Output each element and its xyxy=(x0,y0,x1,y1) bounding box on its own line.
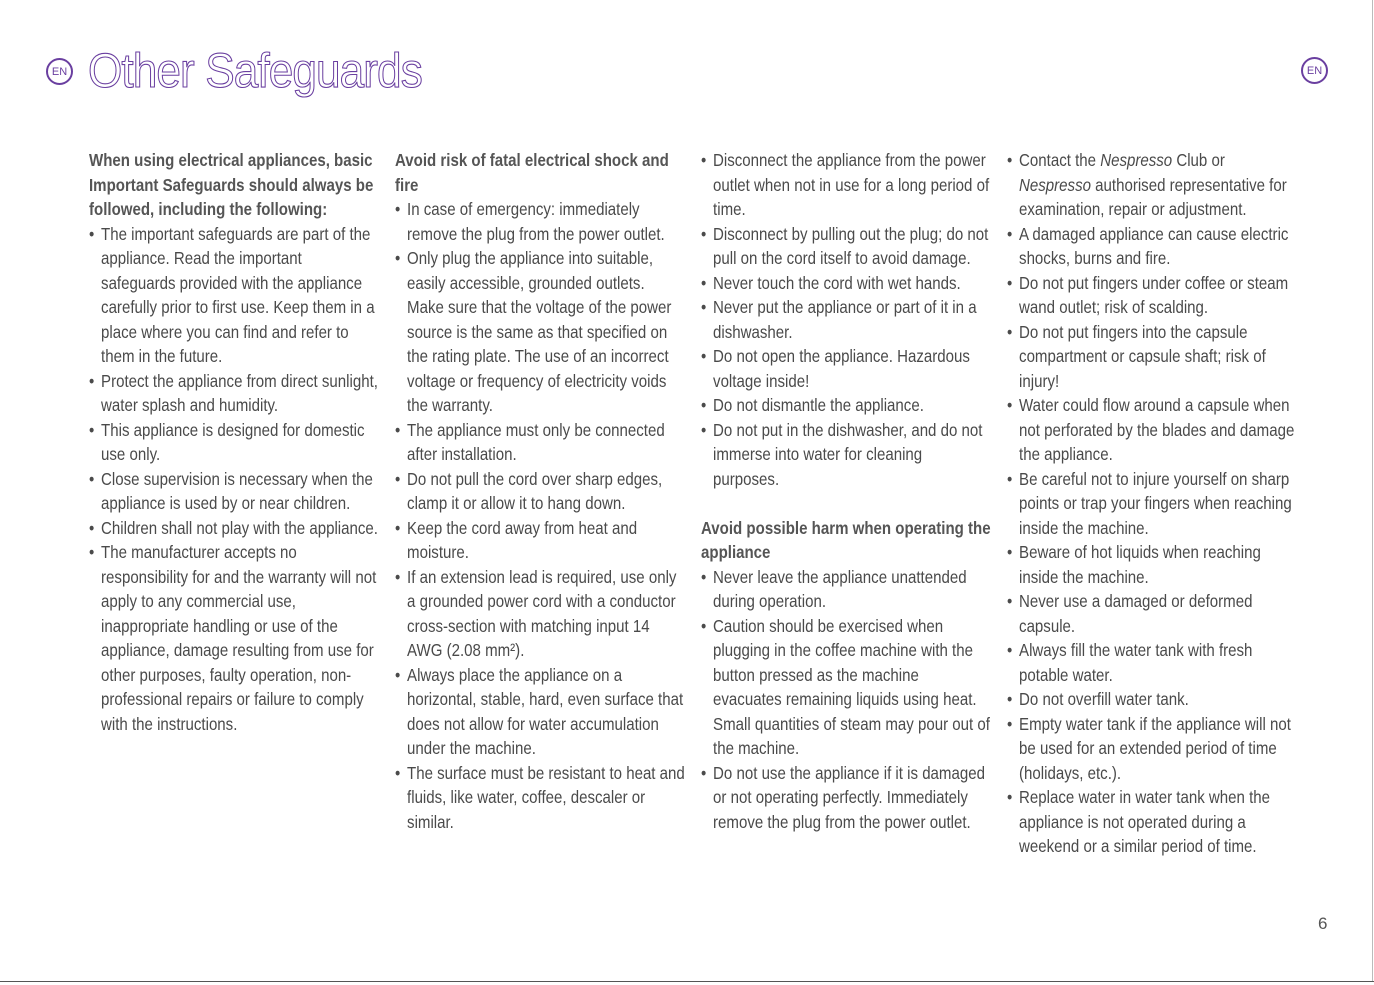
list-item: • Do not put in the dishwasher, and do not immerse into water for cleaning purposes. xyxy=(701,418,991,492)
list-item: • Beware of hot liquids when reaching inside the machine. xyxy=(1007,540,1297,589)
section-heading: When using electrical appliances, basic Important Safeguards should always be followed, including the following: xyxy=(89,150,374,219)
section-heading: Avoid risk of fatal electrical shock and fire xyxy=(395,150,669,195)
list-item: • Only plug the appliance into suitable, easily accessible, grounded outlets. Make sure that the voltage of the power source is the same as that specified on the rating plate. The use of an incorrect voltage or frequency of electricity voids the warranty. xyxy=(395,246,685,418)
list-item: • Children shall not play with the appliance. xyxy=(89,516,379,541)
list-item: • Do not open the appliance. Hazardous voltage inside! xyxy=(701,344,991,393)
list-item: • Do not put fingers into the capsule compartment or capsule shaft; risk of injury! xyxy=(1007,320,1297,394)
list-item: • Caution should be exercised when plugging in the coffee machine with the button pressed as the machine evacuates remaining liquids using heat. Small quantities of steam may pour out of the machine. xyxy=(701,614,991,761)
list-item: • Never touch the cord with wet hands. xyxy=(701,271,991,296)
list-item: • This appliance is designed for domestic use only. xyxy=(89,418,379,467)
list-item: • Contact the Nespresso Club or Nespresso authorised representative for examination, repair or adjustment. xyxy=(1007,148,1297,222)
list-item: • Empty water tank if the appliance will not be used for an extended period of time (holidays, etc.). xyxy=(1007,712,1297,786)
list-item: • Do not overfill water tank. xyxy=(1007,687,1297,712)
list-item: • Protect the appliance from direct sunlight, water splash and humidity. xyxy=(89,369,379,418)
list-item: • Do not dismantle the appliance. xyxy=(701,393,991,418)
safeguard-list xyxy=(701,148,991,491)
column-1 xyxy=(89,148,378,736)
list-item: • Disconnect by pulling out the plug; do not pull on the cord itself to avoid damage. xyxy=(701,222,991,271)
section-gap xyxy=(701,491,991,516)
list-item: • Do not put fingers under coffee or steam wand outlet; risk of scalding. xyxy=(1007,271,1297,320)
page-number: 6 xyxy=(1318,914,1328,933)
safeguard-list xyxy=(395,197,685,834)
list-item: • Water could flow around a capsule when not perforated by the blades and damage the appliance. xyxy=(1007,393,1297,467)
page-edge xyxy=(1372,0,1373,982)
list-item: • Always fill the water tank with fresh potable water. xyxy=(1007,638,1297,687)
list-item: • The appliance must only be connected after installation. xyxy=(395,418,685,467)
list-item: • Do not pull the cord over sharp edges, clamp it or allow it to hang down. xyxy=(395,467,685,516)
list-item: • Never put the appliance or part of it in a dishwasher. xyxy=(701,295,991,344)
list-item: • If an extension lead is required, use only a grounded power cord with a conductor cross-section with matching input 14 AWG (2.08 mm²). xyxy=(395,565,685,663)
safeguard-list xyxy=(1007,148,1297,859)
list-item: • Replace water in water tank when the appliance is not operated during a weekend or a similar period of time. xyxy=(1007,785,1297,859)
safeguard-list xyxy=(701,565,991,835)
language-badge-right: EN xyxy=(1301,57,1328,84)
column-3 xyxy=(701,148,991,834)
section-heading: Avoid possible harm when operating the appliance xyxy=(701,517,991,562)
bottom-rule xyxy=(0,981,1374,982)
list-item: • The surface must be resistant to heat and fluids, like water, coffee, descaler or similar. xyxy=(395,761,685,835)
language-badge-left: EN xyxy=(46,58,73,85)
list-item: • The manufacturer accepts no responsibility for and the warranty will not apply to any commercial use, inappropriate handling or use of the appliance, damage resulting from use for other purposes, faulty operation, non-professional repairs or failure to comply with the instructions. xyxy=(89,540,379,736)
page-title: Other Safeguards xyxy=(88,45,422,98)
list-item: • Do not use the appliance if it is damaged or not operating perfectly. Immediately remove the plug from the power outlet. xyxy=(701,761,991,835)
list-item: • The important safeguards are part of the appliance. Read the important safeguards provided with the appliance carefully prior to first use. Keep them in a place where you can find and refer to them in the future. xyxy=(89,222,379,369)
brand-name: Nespresso xyxy=(1019,174,1091,195)
list-item: • Never use a damaged or deformed capsule. xyxy=(1007,589,1297,638)
brand-name: Nespresso xyxy=(1100,150,1173,170)
list-item: • A damaged appliance can cause electric shocks, burns and fire. xyxy=(1007,222,1297,271)
column-4 xyxy=(1007,148,1295,859)
list-item: • Always place the appliance on a horizontal, stable, hard, even surface that does not allow for water accumulation under the machine. xyxy=(395,663,685,761)
list-item: • Close supervision is necessary when the appliance is used by or near children. xyxy=(89,467,379,516)
list-item: • In case of emergency: immediately remove the plug from the power outlet. xyxy=(395,197,685,246)
safeguard-list xyxy=(89,222,379,737)
column-2 xyxy=(395,148,685,834)
list-item: • Keep the cord away from heat and moisture. xyxy=(395,516,685,565)
list-item: • Disconnect the appliance from the power outlet when not in use for a long period of time. xyxy=(701,148,991,222)
list-item: • Never leave the appliance unattended during operation. xyxy=(701,565,991,614)
list-item: • Be careful not to injure yourself on sharp points or trap your fingers when reaching inside the machine. xyxy=(1007,467,1297,541)
